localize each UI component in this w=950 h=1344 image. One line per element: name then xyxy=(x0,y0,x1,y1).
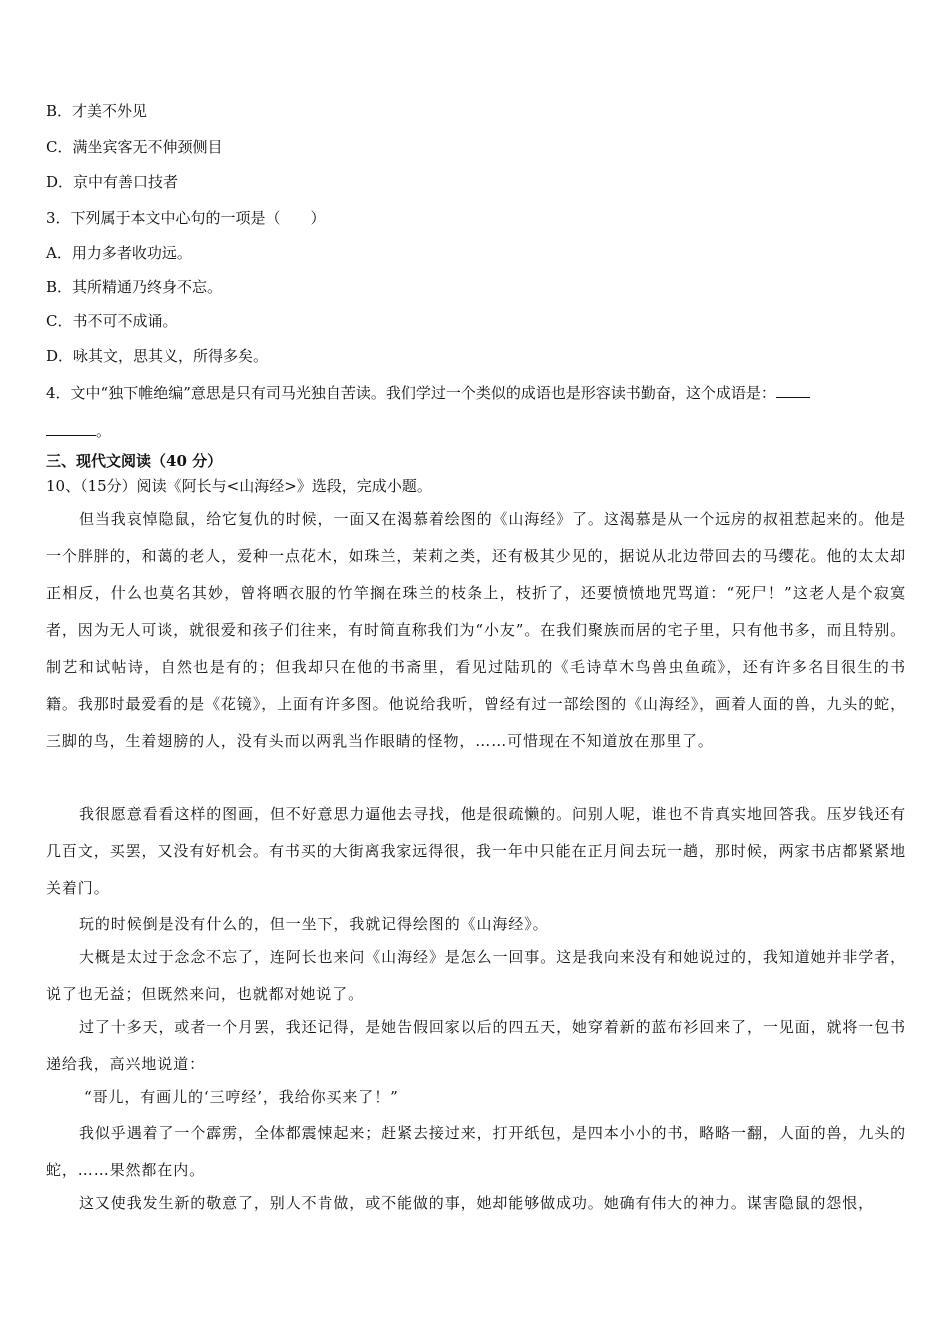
answer-blank[interactable] xyxy=(776,381,810,398)
passage-paragraph-5: 过了十多天，或者一个月罢，我还记得，是她告假回家以后的四五天，她穿着新的蓝布衫回来了，一见面，就将一包书递给我，高兴地说道： xyxy=(46,1018,906,1073)
passage-paragraph-3: 玩的时候倒是没有什么的，但一坐下，我就记得绘图的《山海经》。 xyxy=(79,915,549,933)
question-4-stem xyxy=(46,381,810,403)
question-4-continuation xyxy=(46,419,111,441)
passage-paragraph-1: 但当我哀悼隐鼠，给它复仇的时候，一面又在渴慕着绘图的《山海经》了。这渴慕是从一个远房的叔祖惹起来的。他是一个胖胖的，和蔼的老人，爱种一点花木，如珠兰，茉莉之类，还有极其少见的，据说从北边带回去的马缨花。他的太太却正相反，什么也莫名其妙，曾将晒衣服的竹竿搁在珠兰的枝条上，枝折了，还要愤愤地咒骂道：“死尸！”这老人是个寂寞者，因为无人可谈，就很爱和孩子们往来，有时简直称我们为“小友”。在我们聚族而居的宅子里，只有他书多，而且特别。制艺和试帖诗，自然也是有的；但我却只在他的书斋里，看见过陆玑的《毛诗草木鸟兽虫鱼疏》，还有许多名目很生的书籍。我那时最爱看的是《花镜》，上面有许多图。他说给我听，曾经有过一部绘图的《山海经》，画着人面的兽，九头的蛇，三脚的鸟，生着翅膀的人，没有头而以两乳当作眼睛的怪物，……可惜现在不知道放在那里了。 xyxy=(46,510,906,750)
q3-option-a: A．用力多者收功远。 xyxy=(46,244,192,262)
passage-paragraph-8: 这又使我发生新的敬意了，别人不肯做，或不能做的事，她却能够做成功。她确有伟大的神力。谋害隐鼠的怨恨， xyxy=(79,1194,875,1212)
passage-paragraph-4: 大概是太过于念念不忘了，连阿长也来问《山海经》是怎么一回事。这是我向来没有和她说过的，我知道她并非学者，说了也无益；但既然来问，也就都对她说了。 xyxy=(46,948,906,1003)
q3-option-d: D．咏其文，思其义，所得多矣。 xyxy=(46,347,269,365)
question-4-tail: 。 xyxy=(96,422,112,440)
option-d-prev: D．京中有善口技者 xyxy=(46,173,179,191)
passage-paragraph-6: “哥儿，有画儿的‘三哼经’，我给你买来了！” xyxy=(84,1088,399,1106)
question-10-instruction: 10、（15分）阅读《阿长与<山海经>》选段，完成小题。 xyxy=(46,477,432,495)
option-b-prev: B．才美不外见 xyxy=(46,102,148,120)
answer-blank-continued[interactable] xyxy=(46,419,96,436)
section-title: 三、现代文阅读（40 分） xyxy=(46,452,223,470)
passage-paragraph-2: 我很愿意看看这样的图画，但不好意思力逼他去寻找，他是很疏懒的。问别人呢，谁也不肯真实地回答我。压岁钱还有几百文，买罢，又没有好机会。有书买的大街离我家远得很，我一年中只能在正月间去玩一趟，那时候，两家书店都紧紧地关着门。 xyxy=(46,805,906,897)
question-3-stem: 3．下列属于本文中心句的一项是（ ） xyxy=(46,209,326,227)
q3-option-b: B．其所精通乃终身不忘。 xyxy=(46,278,223,296)
option-c-prev: C．满坐宾客无不伸颈侧目 xyxy=(46,138,223,156)
passage-paragraph-7: 我似乎遇着了一个霹雳，全体都震悚起来；赶紧去接过来，打开纸包，是四本小小的书，略略一翻，人面的兽，九头的蛇，……果然都在内。 xyxy=(46,1124,906,1179)
q3-option-c: C．书不可不成诵。 xyxy=(46,312,178,330)
question-4-text: 4．文中“独下帷绝编”意思是只有司马光独自苦读。我们学过一个类似的成语也是形容读书勤奋，这个成语是： xyxy=(46,384,776,402)
